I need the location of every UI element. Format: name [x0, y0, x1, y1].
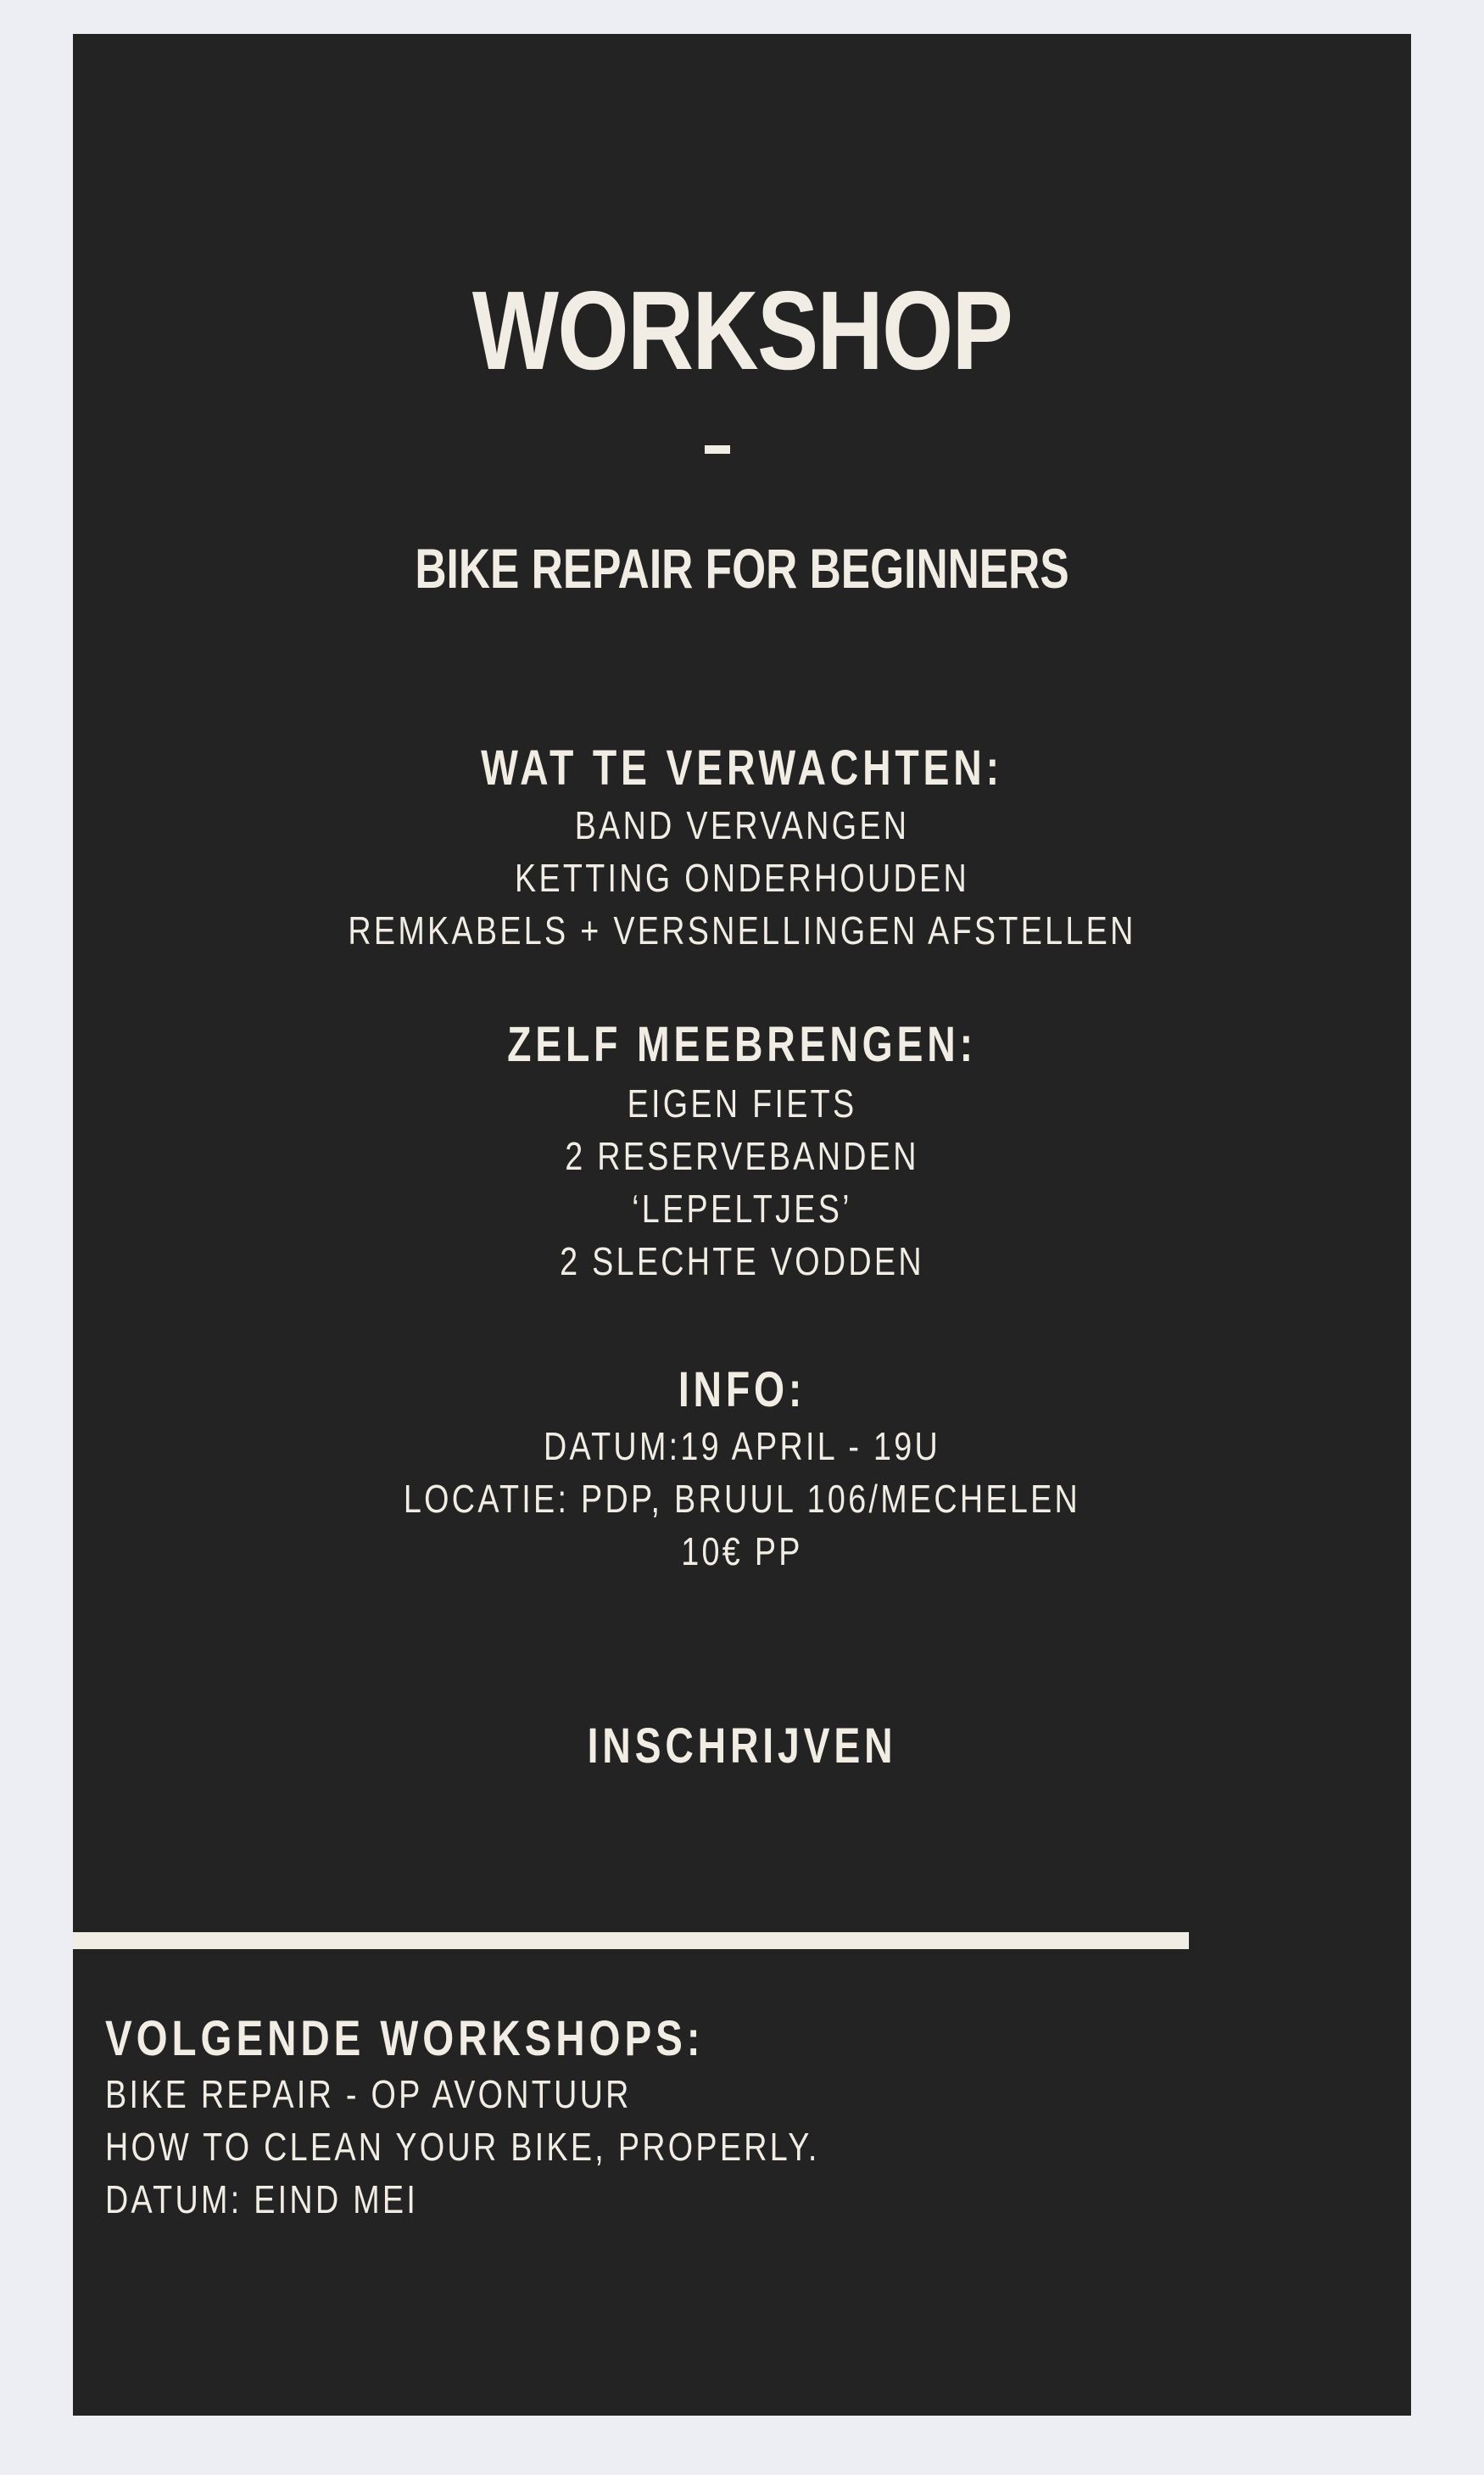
expect-item: REMKABELS + VERSNELLINGEN AFSTELLEN — [348, 908, 1136, 953]
next-heading: VOLGENDE WORKSHOPS: — [105, 2011, 705, 2066]
bring-item: 2 RESERVEBANDEN — [565, 1134, 919, 1178]
bring-heading: ZELF MEEBRENGEN: — [507, 1017, 977, 1072]
workshop-poster — [73, 34, 1411, 2416]
bring-item: ‘LEPELTJES’ — [632, 1187, 852, 1231]
info-item: 10€ PP — [681, 1529, 803, 1573]
expect-heading: WAT TE VERWACHTEN: — [481, 740, 1003, 796]
divider-bar — [73, 1932, 1189, 1949]
title-dash — [705, 445, 730, 454]
bring-item: 2 SLECHTE VODDEN — [560, 1239, 924, 1283]
next-item: BIKE REPAIR - OP AVONTUUR — [105, 2072, 632, 2116]
info-item: DATUM:19 APRIL - 19U — [543, 1424, 941, 1468]
info-heading: INFO: — [678, 1362, 806, 1417]
expect-item: BAND VERVANGEN — [574, 803, 910, 847]
signup-link[interactable]: INSCHRIJVEN — [587, 1718, 897, 1774]
next-item: DATUM: EIND MEI — [105, 2177, 419, 2221]
poster-subtitle: BIKE REPAIR FOR BEGINNERS — [415, 537, 1069, 600]
next-workshops — [105, 2010, 820, 2226]
expect-item: KETTING ONDERHOUDEN — [515, 856, 969, 900]
next-item: HOW TO CLEAN YOUR BIKE, PROPERLY. — [105, 2125, 820, 2169]
bring-item: EIGEN FIETS — [627, 1081, 857, 1126]
poster-title: WORKSHOP — [471, 268, 1013, 393]
info-item: LOCATIE: PDP, BRUUL 106/MECHELEN — [403, 1477, 1081, 1521]
